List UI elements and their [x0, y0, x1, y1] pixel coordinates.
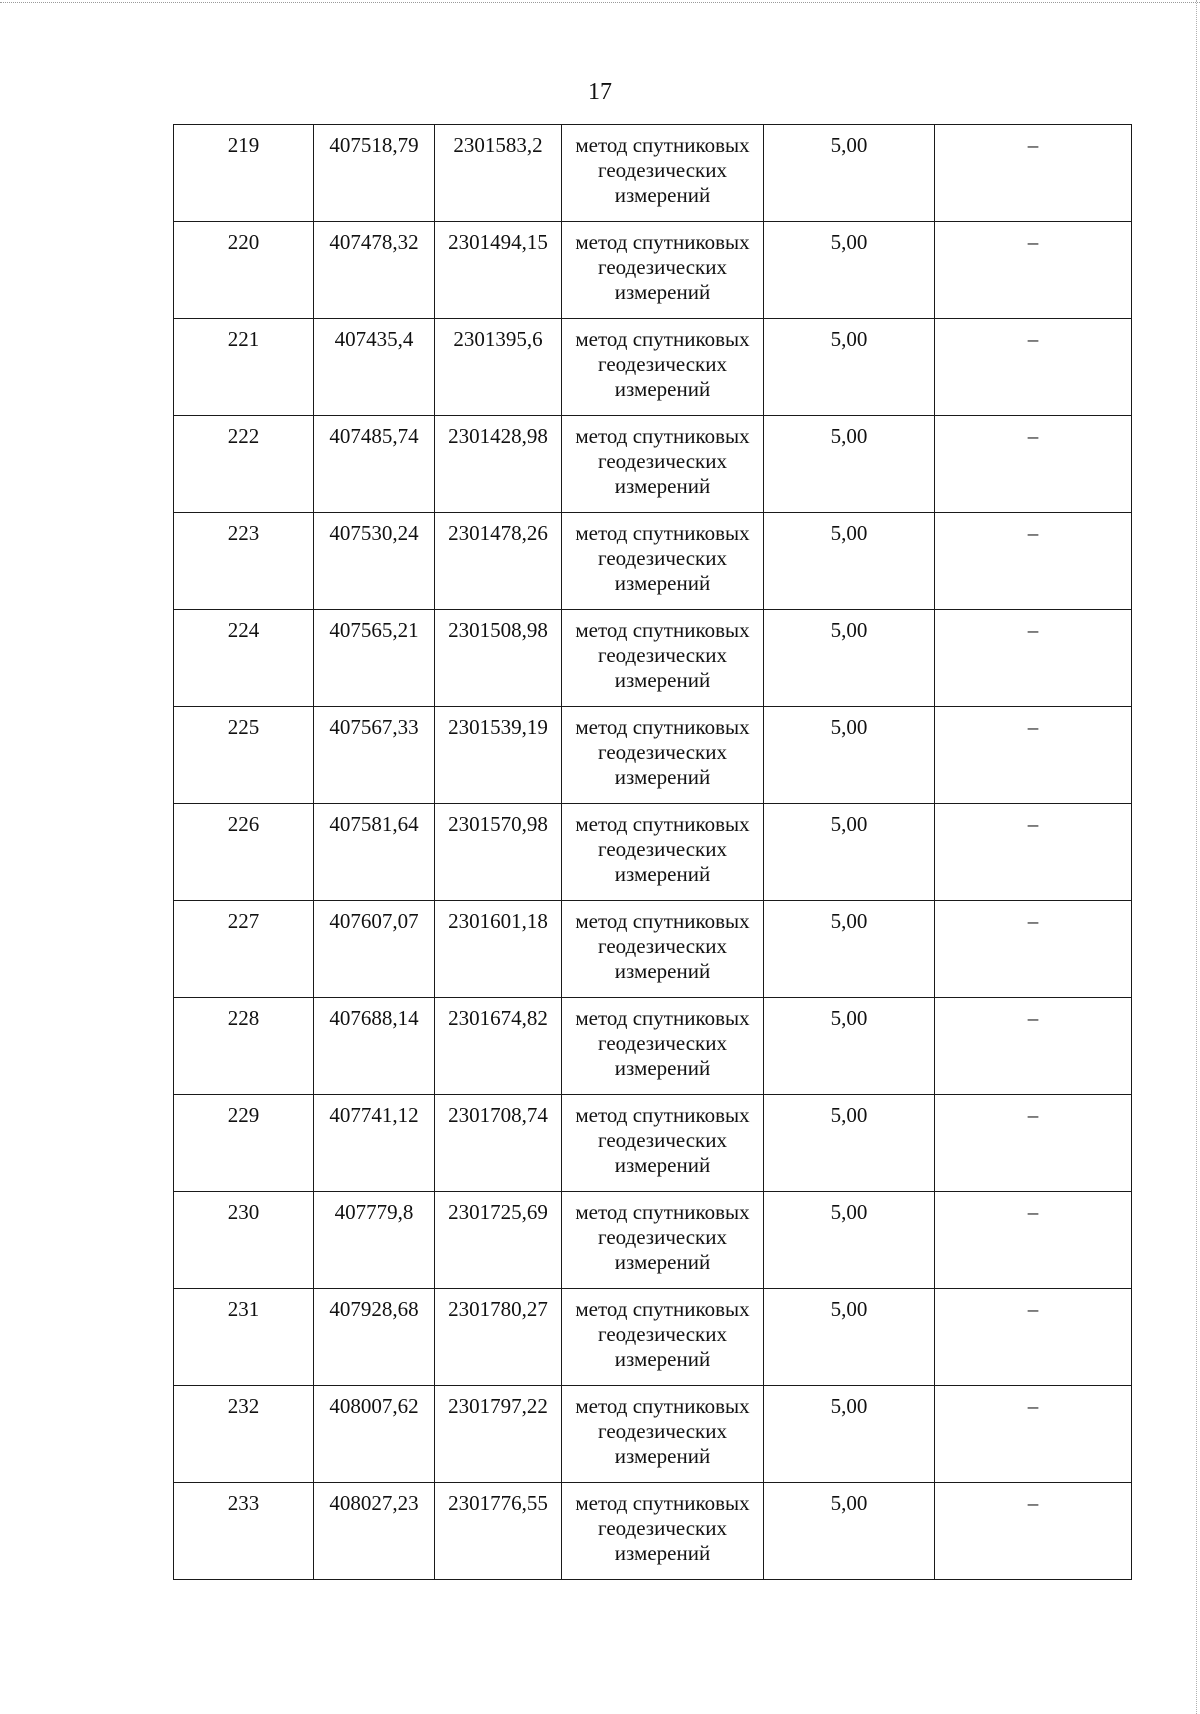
method-cell: метод спутниковых геодезических измерений — [562, 1289, 764, 1386]
table-row — [174, 998, 1132, 1095]
accuracy-cell: 5,00 — [764, 1289, 935, 1386]
dash-cell: – — [935, 1386, 1132, 1483]
accuracy-cell: 5,00 — [764, 1192, 935, 1289]
point-number-cell: 222 — [174, 416, 314, 513]
point-number-cell: 223 — [174, 513, 314, 610]
point-number-cell: 227 — [174, 901, 314, 998]
table-row — [174, 1192, 1132, 1289]
method-cell: метод спутниковых геодезических измерений — [562, 610, 764, 707]
y-coordinate-cell: 2301725,69 — [435, 1192, 562, 1289]
accuracy-cell: 5,00 — [764, 513, 935, 610]
x-coordinate-cell: 407741,12 — [314, 1095, 435, 1192]
method-cell: метод спутниковых геодезических измерений — [562, 222, 764, 319]
dash-cell: – — [935, 901, 1132, 998]
accuracy-cell: 5,00 — [764, 610, 935, 707]
accuracy-cell: 5,00 — [764, 1095, 935, 1192]
y-coordinate-cell: 2301508,98 — [435, 610, 562, 707]
page-number: 17 — [588, 79, 612, 105]
accuracy-cell: 5,00 — [764, 901, 935, 998]
y-coordinate-cell: 2301708,74 — [435, 1095, 562, 1192]
y-coordinate-cell: 2301601,18 — [435, 901, 562, 998]
method-cell: метод спутниковых геодезических измерений — [562, 416, 764, 513]
method-cell: метод спутниковых геодезических измерений — [562, 998, 764, 1095]
method-cell: метод спутниковых геодезических измерений — [562, 901, 764, 998]
table-body — [174, 125, 1132, 1580]
method-cell: метод спутниковых геодезических измерений — [562, 319, 764, 416]
dash-cell: – — [935, 804, 1132, 901]
x-coordinate-cell: 407518,79 — [314, 125, 435, 222]
table-row — [174, 1095, 1132, 1192]
method-cell: метод спутниковых геодезических измерений — [562, 125, 764, 222]
point-number-cell: 219 — [174, 125, 314, 222]
y-coordinate-cell: 2301428,98 — [435, 416, 562, 513]
point-number-cell: 233 — [174, 1483, 314, 1580]
dash-cell: – — [935, 998, 1132, 1095]
dash-cell: – — [935, 513, 1132, 610]
accuracy-cell: 5,00 — [764, 416, 935, 513]
point-number-cell: 229 — [174, 1095, 314, 1192]
point-number-cell: 226 — [174, 804, 314, 901]
x-coordinate-cell: 407485,74 — [314, 416, 435, 513]
x-coordinate-cell: 407688,14 — [314, 998, 435, 1095]
point-number-cell: 230 — [174, 1192, 314, 1289]
x-coordinate-cell: 407478,32 — [314, 222, 435, 319]
y-coordinate-cell: 2301570,98 — [435, 804, 562, 901]
table-row — [174, 707, 1132, 804]
x-coordinate-cell: 407779,8 — [314, 1192, 435, 1289]
table-row — [174, 610, 1132, 707]
table-row — [174, 416, 1132, 513]
accuracy-cell: 5,00 — [764, 804, 935, 901]
dash-cell: – — [935, 125, 1132, 222]
accuracy-cell: 5,00 — [764, 319, 935, 416]
x-coordinate-cell: 407435,4 — [314, 319, 435, 416]
x-coordinate-cell: 407928,68 — [314, 1289, 435, 1386]
point-number-cell: 224 — [174, 610, 314, 707]
accuracy-cell: 5,00 — [764, 998, 935, 1095]
method-cell: метод спутниковых геодезических измерений — [562, 1386, 764, 1483]
scan-edge-top — [0, 2, 1200, 3]
dash-cell: – — [935, 319, 1132, 416]
y-coordinate-cell: 2301797,22 — [435, 1386, 562, 1483]
dash-cell: – — [935, 1095, 1132, 1192]
dash-cell: – — [935, 707, 1132, 804]
table-row — [174, 901, 1132, 998]
accuracy-cell: 5,00 — [764, 222, 935, 319]
method-cell: метод спутниковых геодезических измерений — [562, 1483, 764, 1580]
x-coordinate-cell: 407530,24 — [314, 513, 435, 610]
accuracy-cell: 5,00 — [764, 125, 935, 222]
method-cell: метод спутниковых геодезических измерений — [562, 804, 764, 901]
y-coordinate-cell: 2301780,27 — [435, 1289, 562, 1386]
point-number-cell: 232 — [174, 1386, 314, 1483]
dash-cell: – — [935, 1289, 1132, 1386]
table-row — [174, 513, 1132, 610]
y-coordinate-cell: 2301583,2 — [435, 125, 562, 222]
dash-cell: – — [935, 1192, 1132, 1289]
table-row — [174, 804, 1132, 901]
x-coordinate-cell: 408027,23 — [314, 1483, 435, 1580]
table-row — [174, 1289, 1132, 1386]
x-coordinate-cell: 407581,64 — [314, 804, 435, 901]
point-number-cell: 220 — [174, 222, 314, 319]
y-coordinate-cell: 2301395,6 — [435, 319, 562, 416]
x-coordinate-cell: 407565,21 — [314, 610, 435, 707]
table-row — [174, 125, 1132, 222]
coordinates-table — [173, 124, 1132, 1580]
dash-cell: – — [935, 222, 1132, 319]
accuracy-cell: 5,00 — [764, 1386, 935, 1483]
table-row — [174, 1386, 1132, 1483]
y-coordinate-cell: 2301674,82 — [435, 998, 562, 1095]
method-cell: метод спутниковых геодезических измерений — [562, 707, 764, 804]
table-row — [174, 222, 1132, 319]
y-coordinate-cell: 2301539,19 — [435, 707, 562, 804]
y-coordinate-cell: 2301776,55 — [435, 1483, 562, 1580]
table-row — [174, 319, 1132, 416]
dash-cell: – — [935, 416, 1132, 513]
y-coordinate-cell: 2301478,26 — [435, 513, 562, 610]
method-cell: метод спутниковых геодезических измерений — [562, 1192, 764, 1289]
x-coordinate-cell: 407607,07 — [314, 901, 435, 998]
scan-edge-right — [1196, 0, 1197, 1714]
table-row — [174, 1483, 1132, 1580]
point-number-cell: 231 — [174, 1289, 314, 1386]
accuracy-cell: 5,00 — [764, 1483, 935, 1580]
point-number-cell: 228 — [174, 998, 314, 1095]
method-cell: метод спутниковых геодезических измерений — [562, 1095, 764, 1192]
point-number-cell: 225 — [174, 707, 314, 804]
x-coordinate-cell: 407567,33 — [314, 707, 435, 804]
y-coordinate-cell: 2301494,15 — [435, 222, 562, 319]
dash-cell: – — [935, 1483, 1132, 1580]
point-number-cell: 221 — [174, 319, 314, 416]
dash-cell: – — [935, 610, 1132, 707]
accuracy-cell: 5,00 — [764, 707, 935, 804]
method-cell: метод спутниковых геодезических измерений — [562, 513, 764, 610]
x-coordinate-cell: 408007,62 — [314, 1386, 435, 1483]
